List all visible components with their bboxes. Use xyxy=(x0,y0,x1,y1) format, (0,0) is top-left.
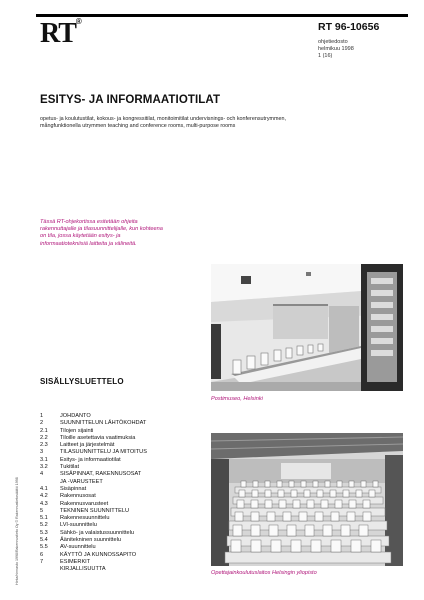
toc-item xyxy=(40,486,220,493)
toc-item-number: 4.2 xyxy=(40,493,48,500)
toc-item xyxy=(40,515,220,522)
toc-item-number xyxy=(40,479,60,486)
toc-item-text: TILASUUNNITTELU JA MITOITUS xyxy=(60,449,147,456)
toc-item xyxy=(40,479,220,486)
toc-item-number: 6 xyxy=(40,551,44,558)
toc-item-text: Tiloille asetettavia vaatimuksia xyxy=(60,434,136,441)
toc-item-number: 4.3 xyxy=(40,500,48,507)
toc-item-text: Rakennusosat xyxy=(60,493,96,500)
conference-room-photo xyxy=(211,264,403,391)
toc-item xyxy=(40,471,220,478)
toc-item-number: 2.2 xyxy=(40,434,48,441)
toc-item-number: 3.2 xyxy=(40,464,48,471)
toc-item xyxy=(40,457,220,464)
toc-item-text: Sisäpinnat xyxy=(60,485,87,492)
top-photo-caption: Postimuseo, Helsinki xyxy=(211,396,263,402)
toc-item xyxy=(40,435,220,442)
toc-item-text: AV-suunnittelu xyxy=(60,544,96,551)
toc-item-text: JOHDANTO xyxy=(60,413,91,419)
vertical-copyright-text xyxy=(15,425,23,585)
page-title: ESITYS- JA INFORMAATIOTILAT xyxy=(40,94,221,106)
toc-item-number: 4.1 xyxy=(40,485,48,492)
toc-item xyxy=(40,508,220,515)
toc-item-number: 7 xyxy=(40,558,44,565)
toc-item-text: TEKNINEN SUUNNITTELU xyxy=(60,507,129,514)
table-of-contents xyxy=(40,413,220,574)
toc-item-text: Tukitilat xyxy=(60,464,80,471)
meta-line: ohjetiedosto xyxy=(318,39,348,45)
toc-item xyxy=(40,559,220,566)
toc-item-text: KÄYTTÖ JA KUNNOSSAPITO xyxy=(60,551,137,558)
toc-item xyxy=(40,566,220,573)
meta-line: helmikuu 1998 xyxy=(318,46,354,53)
toc-heading: SISÄLLYSLUETTELO xyxy=(40,377,124,386)
keywords-text: opetus- ja koulutustilat, kokous- ja kongressitilat, monitoimitilat undervisnings- och konferensutrymmen, mångfunktionella utrymmen teaching and conference rooms, multi-purpose rooms xyxy=(40,116,286,129)
toc-item xyxy=(40,522,220,529)
toc-item xyxy=(40,493,220,500)
document-meta xyxy=(318,39,354,61)
toc-item-text: SUUNNITTELUN LÄHTÖKOHDAT xyxy=(60,420,147,427)
logo-text: RT xyxy=(40,18,76,49)
toc-item-number: 1 xyxy=(40,413,44,419)
toc-item-text: SISÄPINNAT, RAKENNUSOSAT xyxy=(60,471,142,478)
toc-item xyxy=(40,442,220,449)
intro-text: Tässä RT-ohjekortissa esitetään ohjeita rakennuttajalle ja tilasuunnittelijalle, kun kohteena on tila, jossa käytetään esitys- ja informaatiotekniisiä laitteita ja välineitä. xyxy=(40,219,163,247)
toc-item-number: 2.1 xyxy=(40,427,48,434)
toc-item xyxy=(40,530,220,537)
toc-item-number: 2 xyxy=(40,420,44,427)
toc-item-number: 5 xyxy=(40,507,44,514)
toc-item-text: JA -VARUSTEET xyxy=(60,478,103,485)
toc-item-number: 5.4 xyxy=(40,537,48,544)
toc-item xyxy=(40,544,220,551)
toc-item-text: Sähkö- ja valaistussuunnittelu xyxy=(60,529,135,536)
toc-item-text: Rakennusvarusteet xyxy=(60,500,109,507)
toc-item-number: 5.3 xyxy=(40,529,48,536)
toc-item-number: 5.1 xyxy=(40,515,48,522)
toc-item-number xyxy=(40,566,60,573)
toc-item xyxy=(40,449,220,456)
toc-item-number: 4 xyxy=(40,471,44,478)
toc-item-text: Tilojen sijainti xyxy=(60,427,94,434)
toc-item-text: KIRJALLISUUTTA xyxy=(60,566,106,573)
toc-item xyxy=(40,552,220,559)
toc-item-text: ESIMERKIT xyxy=(60,558,91,565)
toc-item-number: 5.2 xyxy=(40,522,48,529)
toc-item-text: Äänitekninen suunnittelu xyxy=(60,537,121,544)
toc-item-text: Laitteet ja järjestelmät xyxy=(60,442,115,449)
toc-item xyxy=(40,420,220,427)
copyright-label: Hinta/hinnasto 1998/Rakennustieto Oy © Rakennustietosäätiö 1998 xyxy=(15,477,19,585)
rt-logo xyxy=(40,17,81,49)
toc-item-text: Rakennesuunnittelu xyxy=(60,515,110,522)
header-rule xyxy=(36,14,408,17)
toc-item xyxy=(40,428,220,435)
toc-item-text: LVI-suunnittelu xyxy=(60,522,97,529)
bottom-photo-caption: Opettajainkoulutuslaitos Helsingin yliopisto xyxy=(211,570,317,576)
toc-item-number: 3.1 xyxy=(40,456,48,463)
document-code: RT 96-10656 xyxy=(318,21,380,33)
toc-item xyxy=(40,501,220,508)
registered-mark: ® xyxy=(75,17,81,26)
toc-item-number: 2.3 xyxy=(40,442,48,449)
lecture-hall-photo xyxy=(211,433,403,566)
toc-item-number: 5.5 xyxy=(40,544,48,551)
toc-item xyxy=(40,537,220,544)
toc-item-text: Esitys- ja informaatiotilat xyxy=(60,456,121,463)
toc-item-number: 3 xyxy=(40,449,44,456)
meta-line: 1 (16) xyxy=(318,53,333,60)
